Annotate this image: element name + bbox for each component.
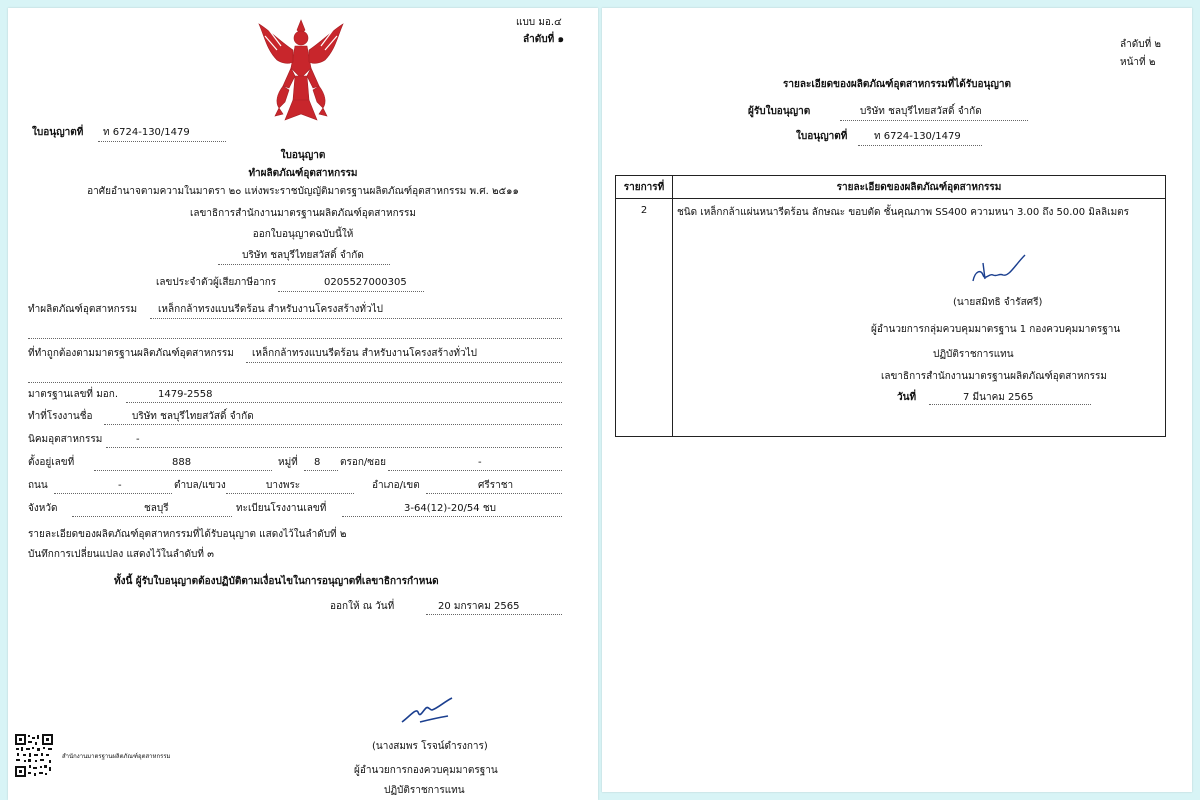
subdistrict-label: ตำบล/แขวง (174, 480, 226, 491)
signer-office-2: เลขาธิการสำนักงานมาตรฐานผลิตภัณฑ์อุตสาหกรรม (881, 371, 1107, 382)
column-header: รายการที่ (616, 176, 673, 199)
license-no-label: ใบอนุญาตที่ (32, 127, 84, 138)
table-row (616, 199, 1166, 437)
issuer-line: เลขาธิการสำนักงานมาตรฐานผลิตภัณฑ์อุตสาหกรรม (190, 208, 416, 219)
road-value: - (118, 480, 122, 491)
standard-product-label: ที่ทำถูกต้องตามมาตรฐานผลิตภัณฑ์อุตสาหกรรม (28, 348, 234, 359)
dotted-line (858, 145, 982, 146)
item-detail-cell (673, 199, 1166, 437)
form-code: แบบ มอ.๔ (516, 17, 562, 28)
product-label: ทำผลิตภัณฑ์อุตสาหกรรม (28, 304, 138, 315)
soi-value: - (478, 457, 482, 468)
issued-date-label: ออกให้ ณ วันที่ (330, 601, 395, 612)
license-page-1 (8, 8, 598, 800)
standard-no: 1479-2558 (158, 389, 213, 400)
licensee-label: ผู้รับใบอนุญาต (748, 106, 811, 117)
item-number: 2 (616, 199, 673, 437)
province-label: จังหวัด (28, 503, 58, 514)
signer-acting-2: ปฏิบัติราชการแทน (933, 349, 1014, 360)
title-license: ใบอนุญาต (280, 150, 326, 161)
issue-to-line: ออกใบอนุญาตฉบับนี้ให้ (252, 229, 354, 240)
factory-name: บริษัท ชลบุรีไทยสวัสดิ์ จำกัด (132, 411, 254, 422)
tax-id: 0205527000305 (324, 277, 407, 288)
dotted-line (72, 516, 232, 517)
license-no-label-2: ใบอนุญาตที่ (796, 131, 848, 142)
date-label-2: วันที่ (897, 392, 917, 403)
signer-name: (นางสมพร โรจน์ดำรงการ) (372, 741, 488, 752)
qr-code-icon (14, 733, 54, 778)
dotted-line (278, 291, 424, 292)
dotted-line (54, 493, 172, 494)
dotted-line (106, 447, 562, 448)
factory-name-label: ทำที่โรงงานชื่อ (28, 411, 93, 422)
signature-icon (400, 696, 456, 726)
factory-reg-label: ทะเบียนโรงงานเลขที่ (236, 503, 327, 514)
dotted-line (246, 362, 562, 363)
standard-no-label: มาตรฐานเลขที่ มอก. (28, 389, 119, 400)
soi-label: ตรอก/ซอย (340, 457, 386, 468)
license-page-2 (602, 8, 1192, 792)
license-no: ท 6724-130/1479 (103, 127, 190, 138)
moo-label: หมู่ที่ (278, 457, 298, 468)
change-note: บันทึกการเปลี่ยนแปลง แสดงไว้ในลำดับที่ ๓ (28, 549, 214, 560)
detail-heading: รายละเอียดของผลิตภัณฑ์อุตสาหกรรมที่ได้รับอนุญาต (782, 79, 1011, 90)
dotted-line (94, 470, 272, 471)
estate-label: นิคมอุตสาหกรรม (28, 434, 103, 445)
subdistrict-value: บางพระ (266, 480, 301, 491)
dotted-line (98, 141, 226, 142)
road-label: ถนน (28, 480, 48, 491)
issued-date: 20 มกราคม 2565 (438, 601, 520, 612)
dotted-line (28, 382, 562, 383)
dotted-line (104, 424, 562, 425)
title-product: ทำผลิตภัณฑ์อุตสาหกรรม (248, 168, 358, 179)
sequence-1: ลำดับที่ ๑ (523, 34, 565, 45)
factory-reg-value: 3-64(12)-20/54 ชบ (404, 503, 496, 514)
district-label: อำเภอ/เขต (372, 480, 420, 491)
dotted-line (840, 120, 1028, 121)
signer-position-2: ผู้อำนวยการกลุ่มควบคุมมาตรฐาน 1 กองควบคุมมาตรฐาน (871, 324, 1121, 335)
dotted-line (28, 338, 562, 339)
product-detail-table (615, 175, 1166, 437)
dotted-line (929, 404, 1091, 405)
dotted-line (388, 470, 562, 471)
licensee-value: บริษัท ชลบุรีไทยสวัสดิ์ จำกัด (860, 106, 982, 117)
signer-acting: ปฏิบัติราชการแทน (384, 785, 465, 796)
sequence-2: ลำดับที่ ๒ (1120, 39, 1161, 50)
dotted-line (304, 470, 338, 471)
authority-line: อาศัยอำนาจตามความในมาตรา ๒๐ แห่งพระราชบัญญัติมาตรฐานผลิตภัณฑ์อุตสาหกรรม พ.ศ. ๒๕๑๑ (87, 186, 519, 197)
licensee-name: บริษัท ชลบุรีไทยสวัสดิ์ จำกัด (242, 250, 364, 261)
garuda-seal-icon (255, 16, 347, 128)
tax-id-label: เลขประจำตัวผู้เสียภาษีอากร (156, 277, 277, 288)
dotted-line (150, 318, 562, 319)
detail-note: รายละเอียดของผลิตภัณฑ์อุตสาหกรรมที่ได้รับอนุญาต แสดงไว้ในลำดับที่ ๒ (28, 529, 347, 540)
license-no-2: ท 6724-130/1479 (874, 131, 961, 142)
province-value: ชลบุรี (144, 503, 169, 514)
signer-name-2: (นายสมิทธิ จำรัสศรี) (953, 297, 1043, 308)
estate-value: - (136, 434, 140, 445)
page-number: หน้าที่ ๒ (1120, 57, 1156, 68)
dotted-line (342, 516, 562, 517)
moo-value: 8 (314, 457, 321, 468)
address-no: 888 (172, 457, 192, 468)
address-no-label: ตั้งอยู่เลขที่ (28, 457, 75, 468)
signer-position: ผู้อำนวยการกองควบคุมมาตรฐาน (354, 765, 498, 776)
signature-icon (969, 253, 1029, 287)
dotted-line (426, 493, 562, 494)
item-detail: ชนิด เหล็กกล้าแผ่นหนารีดร้อน ลักษณะ ขอบตัด ชั้นคุณภาพ SS400 ความหนา 3.00 ถึง 50.00 มิลลิเมตร (677, 207, 1130, 218)
qr-caption: สำนักงานมาตรฐานผลิตภัณฑ์อุตสาหกรรม (62, 753, 171, 760)
table-header-row (616, 176, 1166, 199)
dotted-line (426, 614, 562, 615)
district-value: ศรีราชา (478, 480, 514, 491)
dotted-line (126, 402, 562, 403)
dotted-line (226, 493, 354, 494)
standard-product-value: เหล็กกล้าทรงแบนรีดร้อน สำหรับงานโครงสร้างทั่วไป (252, 348, 477, 359)
date-value-2: 7 มีนาคม 2565 (963, 392, 1034, 403)
condition-text: ทั้งนี้ ผู้รับใบอนุญาตต้องปฏิบัติตามเงื่อนไขในการอนุญาตที่เลขาธิการกำหนด (114, 576, 439, 587)
product-value: เหล็กกล้าทรงแบนรีดร้อน สำหรับงานโครงสร้างทั่วไป (158, 304, 383, 315)
dotted-line (218, 264, 390, 265)
column-header: รายละเอียดของผลิตภัณฑ์อุตสาหกรรม (673, 176, 1166, 199)
